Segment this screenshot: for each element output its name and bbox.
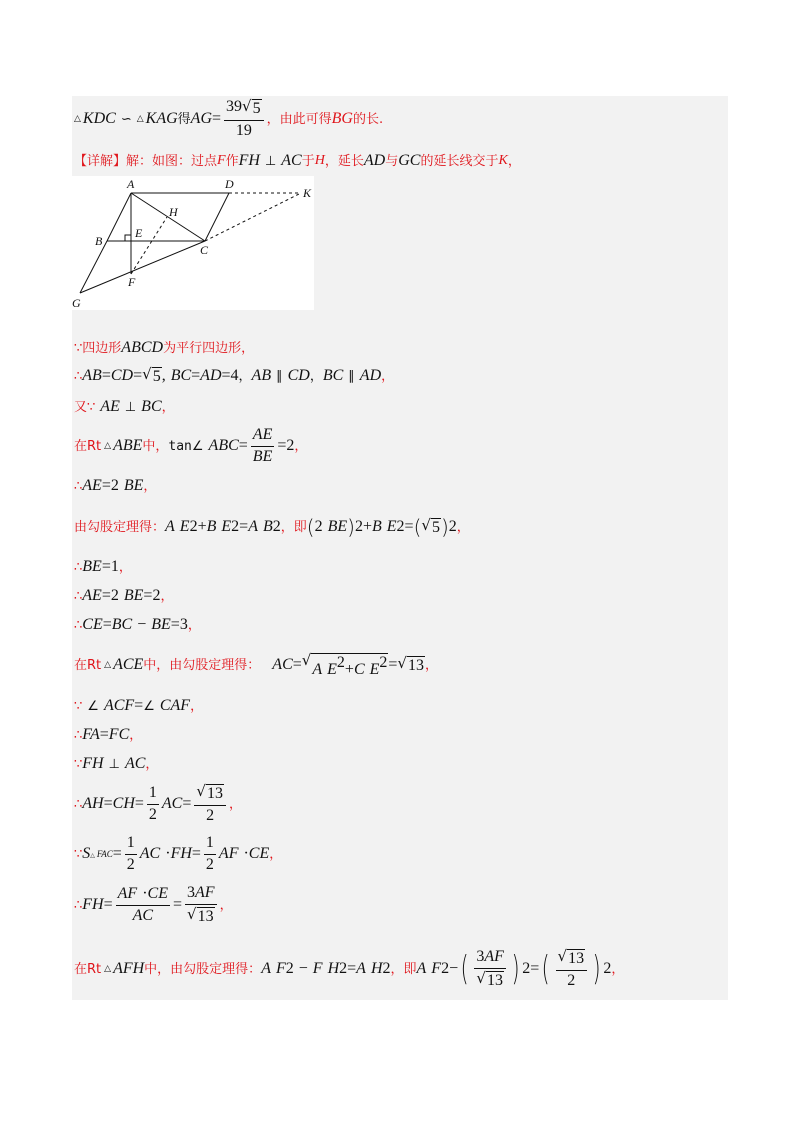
math-term: CD: [110, 367, 134, 384]
text-fragment: 中，由勾股定理得：: [143, 657, 261, 673]
therefore-symbol: ∴: [74, 368, 83, 384]
math-term: GC: [398, 152, 421, 169]
math-term: AC: [139, 845, 161, 862]
therefore-symbol: ∴: [74, 897, 83, 913]
math-term: AE: [82, 477, 102, 494]
exponent: 2: [189, 518, 198, 535]
math-term: A: [261, 960, 271, 977]
square-root: √ 13: [397, 654, 424, 674]
math-term: AB: [251, 367, 272, 384]
denominator: AC: [132, 906, 154, 924]
segment-bg: [80, 241, 107, 293]
fraction: [147, 785, 159, 824]
comma: ，: [381, 368, 395, 384]
label-d: D: [225, 177, 234, 191]
equals: =: [103, 795, 113, 812]
radicand: 13: [407, 657, 424, 674]
triangle-symbol: △: [74, 113, 81, 124]
math-term: AG: [190, 110, 212, 127]
label-h: H: [169, 205, 178, 219]
segment-cg: [80, 241, 205, 293]
parallel-symbol: ∥: [276, 368, 283, 384]
comma: ，: [228, 796, 242, 812]
math-term: AF: [484, 947, 504, 965]
math-term: BC: [170, 367, 192, 384]
text-fragment: 的长.: [352, 111, 384, 127]
therefore-symbol: ∴: [74, 478, 83, 494]
fraction: √ 13 2: [194, 784, 226, 825]
therefore-symbol: ∴: [74, 727, 83, 743]
label-k: K: [303, 186, 312, 200]
line-11: [74, 615, 201, 635]
math-term: E: [179, 518, 190, 535]
comma: ，: [219, 897, 233, 913]
because-symbol: ∵: [74, 756, 83, 772]
number: 2: [286, 437, 295, 454]
fraction: 3AF √ 13: [476, 947, 504, 989]
equals: =: [172, 896, 182, 913]
equals: =: [101, 367, 111, 384]
equals: =: [102, 616, 112, 633]
fraction: [251, 427, 275, 466]
therefore-symbol: ∴: [74, 559, 83, 575]
perpendicular-symbol: ⊥: [124, 399, 137, 415]
text-fragment: ，延长: [324, 153, 364, 169]
text-fragment: 四边形: [82, 340, 122, 356]
because-symbol: ∵: [74, 846, 83, 862]
text-fragment: 解：如图：过点: [126, 153, 218, 169]
exponent: 2: [336, 653, 345, 671]
angle-symbol: ∠: [87, 698, 99, 714]
line-1: [74, 96, 384, 139]
label-g: G: [72, 296, 81, 310]
angle-symbol: ∠: [191, 438, 204, 454]
math-term: S: [82, 845, 91, 862]
math-term: F: [431, 960, 442, 977]
equals: =: [143, 587, 153, 604]
number: 2: [314, 518, 323, 535]
equals: =: [101, 558, 111, 575]
math-term: FH: [82, 896, 104, 913]
radicand: 5: [431, 519, 440, 536]
math-term: FH: [82, 755, 104, 772]
math-term: KAG: [145, 110, 178, 127]
label-a: A: [127, 177, 135, 191]
math-term: FA: [82, 726, 100, 743]
equals: =: [239, 518, 249, 535]
numerator: 1: [147, 785, 159, 805]
math-term: CE: [147, 884, 168, 902]
equals: =: [170, 616, 180, 633]
exponent: 2: [382, 960, 391, 977]
math-term: CD: [287, 367, 310, 384]
triangle-symbol: △: [90, 851, 95, 859]
exponent: 2: [272, 518, 281, 535]
number: 3: [476, 947, 485, 965]
comma: ，: [143, 478, 157, 494]
math-term: BC: [111, 616, 133, 633]
perpendicular-symbol: ⊥: [264, 153, 277, 169]
exponent: 2: [339, 960, 348, 977]
text-fragment: 在Rt: [74, 657, 102, 673]
math-term: FC: [108, 726, 130, 743]
comma: ，: [160, 588, 174, 604]
line-9: [74, 557, 132, 577]
triangle-symbol: △: [136, 113, 144, 124]
equals: =: [388, 656, 398, 673]
math-term: AH: [82, 795, 104, 812]
therefore-symbol: ∴: [74, 617, 83, 633]
line-15: [74, 754, 158, 774]
math-term: AC: [124, 755, 146, 772]
because-symbol: ∵: [74, 698, 83, 714]
fraction: 39 √ 5 19: [224, 99, 264, 140]
comma: ，: [187, 617, 201, 633]
number: 2: [152, 587, 161, 604]
equals: =: [134, 795, 144, 812]
comma: ，: [456, 519, 470, 535]
right-angle-mark: [125, 235, 131, 241]
math-term: AF: [218, 845, 239, 862]
comma: ，: [269, 846, 283, 862]
math-term: ABE: [113, 437, 143, 454]
tan-function: tan: [168, 438, 192, 454]
square-root: √ A $E^2+C$ $E^2$: [301, 650, 388, 678]
math-term: ACF: [103, 697, 135, 714]
dashed-ck: [205, 193, 301, 241]
math-term: E: [327, 660, 337, 678]
line-5: [74, 397, 175, 417]
text-fragment: 中，: [142, 438, 169, 454]
math-term: B: [206, 518, 217, 535]
number: 4: [230, 367, 239, 384]
exponent: 2: [603, 960, 612, 977]
math-term: F: [312, 960, 323, 977]
plus: +: [344, 660, 354, 678]
denominator: 2: [567, 971, 576, 989]
numerator: 1: [204, 835, 216, 855]
radicand: 13: [197, 907, 214, 925]
detail-tag: 【详解】: [74, 153, 127, 169]
equals: =: [112, 845, 122, 862]
exponent: 2: [231, 518, 240, 535]
text-fragment: 在Rt: [74, 961, 102, 977]
subscript: FAC: [96, 848, 113, 859]
exponent: 2: [285, 960, 294, 977]
text-fragment: 作: [225, 153, 239, 169]
math-term: E: [369, 660, 380, 678]
equals: =: [292, 656, 302, 673]
equals: =: [133, 367, 143, 384]
equals: =: [182, 795, 192, 812]
comma: ，: [611, 961, 625, 977]
equals: =: [101, 587, 111, 604]
math-term: ABC: [208, 437, 239, 454]
radicand: 5: [252, 99, 261, 117]
line-12: [74, 652, 438, 678]
math-term: C: [353, 660, 365, 678]
comma: ，: [118, 559, 132, 575]
fraction: [116, 886, 170, 925]
radicand: 13: [206, 784, 223, 802]
label-b: B: [95, 234, 103, 248]
math-term: H: [327, 960, 340, 977]
number: 1: [110, 558, 119, 575]
fraction: [204, 835, 216, 874]
equals: =: [277, 437, 287, 454]
line-2: [74, 152, 521, 170]
comma: ，: [424, 657, 438, 673]
math-term: BE: [151, 616, 171, 633]
math-term: H: [314, 153, 325, 168]
label-e: E: [135, 226, 143, 240]
math-term: AD: [363, 152, 386, 169]
math-term: AE: [82, 587, 102, 604]
denominator: BE: [252, 447, 273, 465]
math-term: AC: [272, 656, 293, 673]
geometry-diagram: [72, 176, 314, 310]
perpendicular-symbol: ⊥: [108, 756, 120, 772]
math-term: H: [370, 960, 383, 977]
math-term: A: [356, 960, 366, 977]
math-term: AF: [117, 884, 138, 902]
parallel-symbol: ∥: [348, 368, 355, 384]
therefore-symbol: ∴: [74, 796, 83, 812]
math-term: FH: [238, 152, 260, 169]
math-term: ABCD: [121, 339, 164, 356]
text-fragment: ，即: [390, 961, 417, 977]
line-17: [74, 834, 282, 874]
denominator: 19: [235, 121, 252, 139]
minus: −: [298, 960, 308, 977]
equals: =: [212, 110, 222, 127]
math-term: BE: [123, 477, 144, 494]
fraction: 3AF √ 13: [187, 883, 215, 925]
triangle-symbol: △: [104, 963, 112, 974]
text-fragment: 得: [177, 111, 191, 127]
line-6: [74, 426, 307, 466]
radicand: 5: [152, 368, 161, 385]
fraction: √ 13 2: [556, 949, 588, 990]
comma: ，: [145, 756, 159, 772]
numerator: AE: [251, 427, 275, 447]
math-term: B: [262, 518, 273, 535]
math-term: FH: [170, 845, 192, 862]
exponent: 2: [522, 960, 531, 977]
math-term: CE: [248, 845, 270, 862]
comma: ，: [161, 399, 175, 415]
segment-dc: [205, 193, 229, 241]
math-term: ACE: [113, 656, 144, 673]
plus: +: [197, 518, 207, 535]
text-fragment: 中，由勾股定理得：: [144, 961, 262, 977]
math-term: E: [386, 518, 397, 535]
denominator: 2: [126, 855, 135, 873]
segment-ab: [107, 193, 131, 241]
label-f: F: [128, 275, 136, 289]
equals: =: [101, 477, 111, 494]
comma: ,: [161, 367, 166, 384]
text-fragment: 与: [385, 153, 399, 169]
line-3: [74, 339, 254, 357]
text-fragment: 于: [301, 153, 315, 169]
math-term: AC: [161, 795, 183, 812]
exponent: 2: [448, 518, 457, 535]
math-term: CAF: [159, 697, 191, 714]
exponent: 2: [441, 960, 450, 977]
math-term: AE: [100, 398, 120, 415]
equals: =: [404, 518, 414, 535]
angle-symbol: ∠: [143, 698, 155, 714]
math-term: B: [371, 518, 382, 535]
numerator: 39: [226, 97, 243, 115]
minus: −: [137, 616, 147, 633]
equals: =: [191, 845, 201, 862]
math-term: A: [248, 518, 258, 535]
math-term: AF: [195, 883, 215, 901]
number: 2: [110, 587, 119, 604]
text-fragment: ，: [507, 153, 521, 169]
exponent: 2: [396, 518, 405, 535]
math-term: A: [312, 660, 323, 678]
math-term: E: [221, 518, 232, 535]
math-term: BC: [322, 367, 344, 384]
dot: ·: [142, 884, 148, 902]
denominator: 2: [205, 855, 214, 873]
math-term: CE: [82, 616, 103, 633]
line-19: 在Rt △ AFH 中，由勾股定理得： A F 2 − F H 2 = A H 2 ，即 A F 2 − ( 3AF √ 13 ) 2 = ( √ 13 2 ) 2 ，: [74, 946, 625, 989]
triangle-symbol: △: [104, 659, 112, 670]
numerator: 1: [125, 835, 137, 855]
math-term: F: [217, 153, 226, 168]
math-term: AC: [281, 152, 302, 169]
comma: ，: [294, 438, 308, 454]
math-term: BC: [141, 398, 162, 415]
math-term: A: [165, 518, 175, 535]
line-14: [74, 725, 142, 745]
comma: ，: [129, 727, 143, 743]
equals: =: [134, 697, 144, 714]
similar-symbol: ∽: [120, 111, 132, 127]
equals: =: [99, 726, 109, 743]
exponent: 2: [379, 653, 388, 671]
dot: ·: [243, 845, 249, 862]
math-term: AD: [359, 367, 382, 384]
text-fragment: ，由此可得: [266, 111, 332, 127]
number: 3: [187, 883, 195, 901]
dot: ·: [165, 845, 171, 862]
plus: +: [362, 518, 372, 535]
line-10: [74, 586, 173, 606]
number: 2: [110, 477, 119, 494]
exponent: 2: [354, 518, 363, 535]
text-fragment: 在Rt: [74, 438, 102, 454]
math-term: KDC: [82, 110, 116, 127]
therefore-symbol: ∴: [74, 588, 83, 604]
geometry-figure: [72, 176, 314, 310]
line-13: [74, 696, 203, 716]
radicand: 13: [568, 949, 585, 967]
math-term: AD: [200, 367, 222, 384]
math-term: BG: [331, 110, 353, 127]
line-4: [74, 365, 394, 387]
equals: =: [221, 367, 231, 384]
text-fragment: 又: [74, 399, 88, 415]
equals: =: [530, 960, 540, 977]
math-term: F: [275, 960, 286, 977]
line-8: 由勾股定理得： A E 2 + B E 2 = A B 2 ，即 ( 2 BE ) 2 + B E 2 = ( √ 5 ) 2 ，: [74, 515, 470, 539]
text-fragment: 由勾股定理得：: [74, 519, 166, 535]
square-root: √ 5: [142, 365, 161, 385]
equals: =: [238, 437, 248, 454]
text-fragment: 的延长线交于: [420, 153, 499, 169]
comma: ，: [238, 368, 252, 384]
denominator: 2: [206, 806, 215, 824]
line-7: [74, 476, 156, 496]
number: 3: [179, 616, 188, 633]
line-18: [74, 882, 233, 928]
comma: ，: [309, 368, 323, 384]
equals: =: [347, 960, 357, 977]
math-term: AFH: [113, 960, 145, 977]
fraction: [125, 835, 137, 874]
equals: =: [191, 367, 201, 384]
math-term: BE: [123, 587, 144, 604]
math-term: A: [416, 960, 427, 977]
math-term: K: [498, 153, 508, 168]
text-fragment: ，即: [280, 519, 307, 535]
because-symbol: ∵: [74, 340, 83, 356]
radicand: 13: [486, 971, 503, 989]
math-term: CH: [112, 795, 135, 812]
triangle-symbol: △: [104, 440, 112, 451]
equals: =: [103, 896, 113, 913]
math-term: AB: [82, 367, 102, 384]
label-c: C: [200, 243, 209, 257]
math-term: BE: [327, 518, 348, 535]
minus: −: [449, 960, 459, 977]
line-16: [74, 781, 242, 824]
square-root: √ 5: [421, 516, 440, 536]
denominator: 2: [148, 805, 157, 823]
math-term: BE: [82, 558, 102, 575]
because-symbol: ∵: [87, 399, 96, 415]
text-fragment: 为平行四边形，: [163, 340, 255, 356]
comma: ，: [190, 698, 204, 714]
